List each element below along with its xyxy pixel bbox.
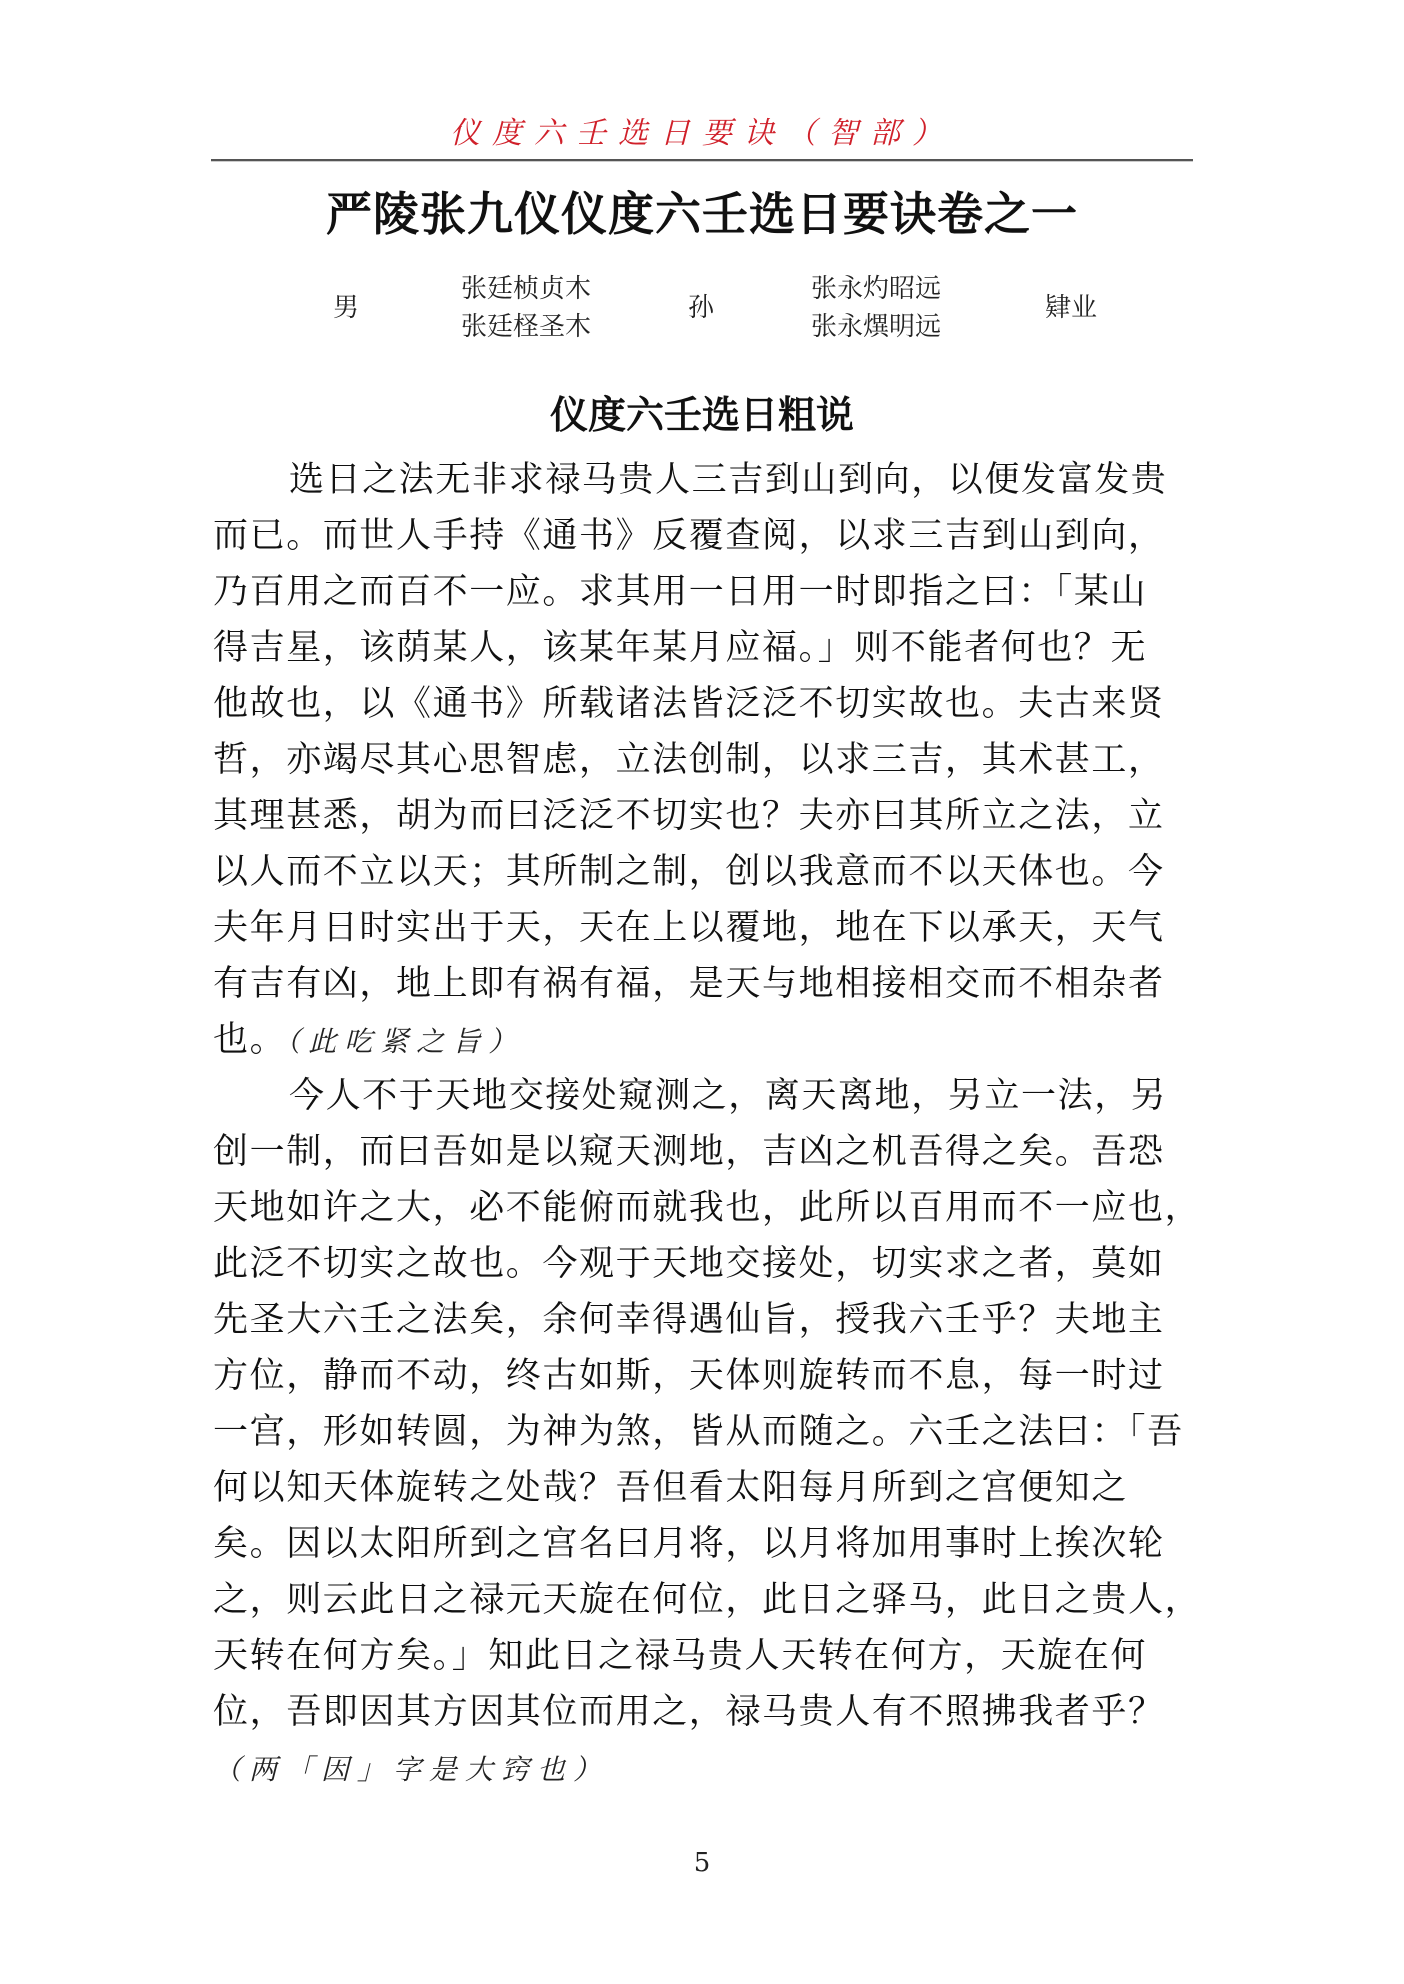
section-title: 仪度六壬选日粗说 (549, 393, 854, 437)
grandson-name: 张永熼明远 (810, 312, 941, 342)
text-line-content: 乃百用之而百不一应。求其用一日用一时即指之曰：「某山 (213, 572, 1148, 612)
header-rule (211, 159, 1193, 162)
text-line-content: 矣。因以太阳所到之宫名曰月将，以月将加用事时上挨次轮 (213, 1524, 1165, 1564)
text-line-content: 有吉有凶，地上即有祸有福，是天与地相接相交而不相杂者 (213, 964, 1165, 1004)
text-line-content: 位，吾即因其方因其位而用之，禄马贵人有不照拂我者乎？ (213, 1692, 1165, 1732)
text-line-content: 先圣大六壬之法矣，余何幸得遇仙旨，授我六壬乎？夫地主 (213, 1300, 1165, 1340)
text-line (213, 1628, 1193, 1684)
text-line (213, 1012, 1193, 1068)
text-line (213, 1124, 1193, 1180)
text-line (213, 1684, 1193, 1740)
page-number: 5 (693, 1848, 711, 1878)
label-grandson-text: 孙 (687, 293, 714, 323)
grandson-name: 张永灼昭远 (810, 274, 941, 304)
body-text (213, 452, 1202, 1796)
text-line-content: 此泛不切实之故也。今观于天地交接处，切实求之者，莫如 (213, 1244, 1165, 1284)
text-line-content: 他故也，以《通书》所载诸法皆泛泛不切实故也。夫古来贤 (213, 684, 1165, 724)
text-line-content: 天地如许之大，必不能俯而就我也，此所以百用而不一应也， (213, 1188, 1202, 1228)
action-label (1011, 268, 1131, 348)
grandsons-list (786, 268, 966, 348)
sons-list (436, 268, 616, 348)
text-line (213, 788, 1193, 844)
text-line (213, 1516, 1193, 1572)
text-line-content: 创一制，而曰吾如是以窥天测地，吉凶之机吾得之矣。吾恐 (213, 1132, 1165, 1172)
text-line (213, 676, 1193, 732)
text-line-content: 得吉星，该荫某人，该某年某月应福。」则不能者何也？无 (213, 628, 1148, 668)
son-name: 张廷柽圣木 (460, 312, 591, 342)
running-header: 仪度六壬选日要诀（智部） (450, 116, 954, 151)
text-line-content: 选日之法无非求禄马贵人三吉到山到向，以便发富发贵 (289, 460, 1168, 500)
text-line (213, 1460, 1193, 1516)
text-line-content: 以人而不立以天；其所制之制，创以我意而不以天体也。今 (213, 852, 1165, 892)
text-line (213, 1348, 1193, 1404)
text-line-content: 哲，亦竭尽其心思智虑，立法创制，以求三吉，其术甚工， (213, 740, 1165, 780)
chapter-title: 严陵张九仪仪度六壬选日要诀卷之一 (326, 187, 1078, 241)
text-line (213, 1404, 1193, 1460)
label-son-text: 男 (332, 293, 359, 323)
text-line (213, 1068, 1193, 1124)
text-line-content: 之，则云此日之禄元天旋在何位，此日之驿马，此日之贵人， (213, 1580, 1202, 1620)
son-name: 张廷桢贞木 (460, 274, 591, 304)
text-line (213, 1740, 1193, 1796)
action-text: 肄业 (1044, 293, 1097, 323)
text-line-content: 而已。而世人手持《通书》反覆查阅，以求三吉到山到向， (213, 516, 1165, 556)
text-line (213, 620, 1193, 676)
label-grandson (666, 268, 736, 348)
text-line-content: 今人不于天地交接处窥测之，离天离地，另立一法，另 (289, 1076, 1168, 1116)
text-line (213, 1236, 1193, 1292)
text-line-content: 方位，静而不动，终古如斯，天体则旋转而不息，每一时过 (213, 1356, 1165, 1396)
annotation-note: （此吃紧之旨） (286, 1025, 525, 1058)
text-line-content: 也。 (213, 1020, 287, 1060)
text-line (213, 1572, 1202, 1628)
text-line-content: 夫年月日时实出于天，天在上以覆地，地在下以承天，天气 (213, 908, 1165, 948)
text-line-content: 一宫，形如转圆，为神为煞，皆从而随之。六壬之法曰：「吾 (213, 1412, 1184, 1452)
label-son (311, 268, 381, 348)
text-line-content: 何以知天体旋转之处哉？吾但看太阳每月所到之宫便知之 (213, 1468, 1129, 1508)
text-line-content: 天转在何方矣。」知此日之禄马贵人天转在何方，天旋在何 (213, 1636, 1148, 1676)
text-line (213, 1180, 1202, 1236)
text-line (213, 956, 1193, 1012)
text-line (213, 508, 1193, 564)
text-line (213, 1292, 1193, 1348)
text-line (213, 452, 1193, 508)
text-line-content: 其理甚悉，胡为而曰泛泛不切实也？夫亦曰其所立之法，立 (213, 796, 1165, 836)
text-line (213, 564, 1193, 620)
text-line (213, 732, 1193, 788)
text-line (213, 900, 1193, 956)
annotation-note: （两「因」字是大窍也） (213, 1753, 610, 1786)
authors-block (211, 268, 1193, 348)
text-line (213, 844, 1193, 900)
